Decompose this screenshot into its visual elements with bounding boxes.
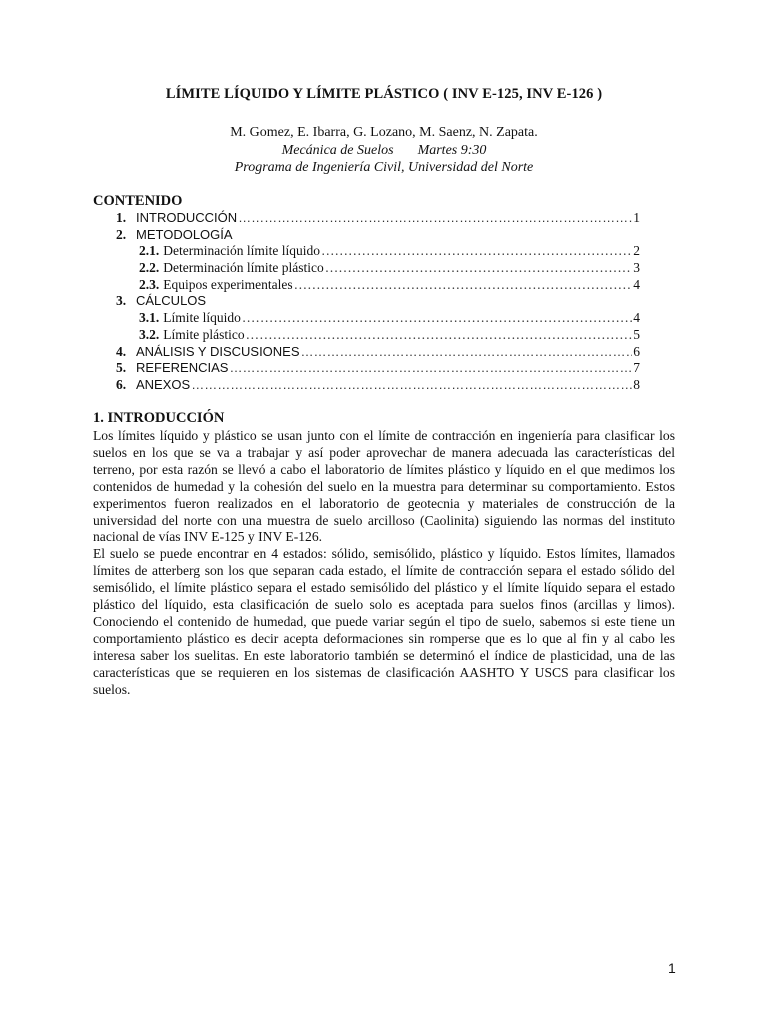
- toc-number: 1.: [116, 210, 127, 225]
- toc-label: INTRODUCCIÓN: [136, 210, 238, 225]
- toc-item-referencias[interactable]: [93, 360, 640, 377]
- toc-number: 3.1.: [139, 310, 160, 326]
- toc-page: 8: [633, 376, 640, 392]
- toc-number: 2.: [116, 226, 127, 242]
- toc-label: METODOLOGÍA: [136, 226, 233, 242]
- toc-leader: [321, 243, 632, 259]
- toc-page: 6: [633, 343, 640, 359]
- course-line: [0, 143, 768, 159]
- toc-page: 4: [633, 310, 640, 326]
- toc-number: 2.2.: [139, 260, 160, 276]
- intro-paragraph: Los límites líquido y plástico se usan junto con el límite de contracción en ingeniería para clasificar los suelos en los que se va a trabajar y así poder aprovechar de manera adecuada las características del terreno, por esta razón se llevó a cabo el laboratorio de límites plástico y líquido en el que medimos los contenidos de humedad y la cohesión del suelo en la muestra para determinar su comportamiento. Estos experimentos fueron realizados en el laboratorio de geotecnia y materiales de construcción de la universidad del norte con una muestra de suelo arcilloso (Caolinita) siguiendo las normas del instituto nacional de vías INV E-125 y INV E-126.: [93, 428, 675, 545]
- toc-leader: [246, 327, 633, 343]
- table-of-contents: [93, 210, 640, 394]
- toc-label: CÁLCULOS: [136, 293, 207, 309]
- introduction-body: [93, 428, 675, 699]
- toc-leader: [191, 377, 632, 392]
- toc-number: 2.3.: [139, 276, 160, 292]
- section-heading-introduccion: 1. INTRODUCCIÓN: [93, 410, 225, 426]
- toc-leader: [325, 260, 633, 276]
- toc-item-analisis[interactable]: [93, 344, 640, 361]
- toc-number: 4.: [116, 343, 127, 359]
- toc-leader: [238, 210, 632, 225]
- toc-page: 7: [633, 360, 640, 376]
- toc-item-introduccion[interactable]: [93, 210, 640, 227]
- page-number: 1: [668, 960, 676, 976]
- toc-item-limite-plastico[interactable]: [93, 327, 640, 344]
- toc-label: REFERENCIAS: [136, 360, 229, 376]
- intro-paragraph: El suelo se puede encontrar en 4 estados: sólido, semisólido, plástico y líquido. Estos límites, llamados límites de atterberg son los que separan cada estado, el límite de contracción separa el estado sólido del semisólido, el límite plástico separa el estado semisólido del plástico y el límite líquido separa el estado plástico del líquido, esta clasificación de suelo solo es aceptada para suelos finos (arcillas y limos). Conociendo el contenido de humedad, que puede variar según el tipo de suelo, sabemos si este tiene un comportamiento plástico es decir acepta deformaciones sin romperse que es lo que al fin y al cabo les interesa saber los suelitas. En este laboratorio también se determinó el índice de plasticidad, una de las características que se requieren en los sistemas de clasificación AASHTO Y USCS para clasificar los suelos.: [93, 546, 675, 697]
- toc-label: Determinación límite líquido: [163, 243, 320, 259]
- toc-label: Límite plástico: [163, 326, 245, 342]
- course-name: Mecánica de Suelos: [281, 143, 394, 158]
- toc-number: 5.: [116, 360, 127, 376]
- toc-page: 2: [633, 243, 640, 259]
- toc-label: Determinación límite plástico: [163, 260, 324, 276]
- toc-label: ANÁLISIS Y DISCUSIONES: [136, 343, 300, 359]
- toc-page: 1: [633, 210, 640, 225]
- program-line: Programa de Ingeniería Civil, Universidad del Norte: [234, 160, 534, 175]
- toc-page: 4: [633, 276, 640, 292]
- authors-line: M. Gomez, E. Ibarra, G. Lozano, M. Saenz, N. Zapata.: [230, 125, 538, 140]
- toc-label: Límite líquido: [163, 310, 241, 326]
- toc-number: 3.2.: [139, 326, 160, 342]
- toc-item-limite-plastico-determinacion[interactable]: [93, 260, 640, 277]
- toc-number: 6.: [116, 376, 127, 392]
- toc-leader: [229, 360, 632, 375]
- toc-page: 3: [633, 260, 640, 276]
- toc-item-limite-liquido-determinacion[interactable]: [93, 243, 640, 260]
- toc-leader: [301, 344, 633, 359]
- toc-page: 5: [633, 326, 640, 342]
- toc-item-limite-liquido[interactable]: [93, 310, 640, 327]
- toc-number: 2.1.: [139, 243, 160, 259]
- toc-item-metodologia[interactable]: [93, 227, 640, 244]
- toc-item-equipos[interactable]: [93, 277, 640, 294]
- toc-heading: CONTENIDO: [93, 193, 183, 209]
- toc-label: ANEXOS: [136, 376, 191, 392]
- toc-item-anexos[interactable]: [93, 377, 640, 394]
- toc-number: 3.: [116, 293, 127, 309]
- document-title: LÍMITE LÍQUIDO Y LÍMITE PLÁSTICO ( INV E-125, INV E-126 ): [165, 86, 603, 102]
- toc-leader: [242, 310, 632, 326]
- toc-item-calculos[interactable]: [93, 293, 640, 310]
- toc-leader: [294, 277, 633, 293]
- course-schedule: Martes 9:30: [417, 143, 487, 158]
- toc-label: Equipos experimentales: [163, 276, 293, 292]
